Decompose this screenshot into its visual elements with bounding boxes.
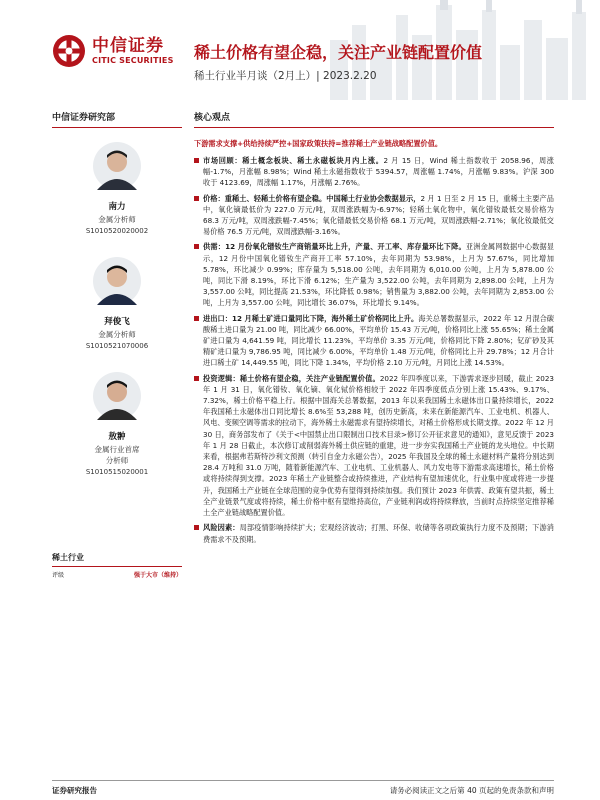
analyst-name: 敖翀	[108, 432, 126, 442]
analyst-license-id: S1010515020001	[85, 468, 149, 476]
bullet-heading: 风险因素：	[203, 523, 240, 533]
bullet-heading: 市场回顾：稀土概念板块、稀土永磁板块月内上涨。	[203, 156, 384, 165]
analyst-title: 金属分析师	[98, 330, 136, 339]
citic-securities-logo	[52, 34, 174, 68]
bullet-heading: 供需：12 月份氧化镨钕生产商销量环比上升，产量、开工率、库存量环比下降。	[203, 242, 466, 252]
logo-english-name: CITIC SECURITIES	[92, 56, 174, 65]
sector-rating-box	[52, 552, 182, 579]
analyst-title: 金属分析师	[98, 215, 136, 224]
footer-disclaimer: 请务必阅读正文之后第 40 页起的免责条款和声明	[389, 786, 554, 795]
rating-label: 评级	[52, 572, 65, 579]
sector-title: 稀土行业	[52, 552, 182, 567]
bullet-text: 亚洲金属网数据中心数据显示，12 月份中国氧化镨钕生产商开工率 57.10%，去年同期为 53.98%，上月为 57.67%，同比增加 5.78%，环比减少 0.99%；库存量为 5,518.00 公吨，去年同期为 6,010.00 公吨，上月为 5,878.00 公吨，同比下滑 8.19%，环比下滑 6.12%；生产量为 3,522.00 公吨，去年同期为 2,898.00 公吨，上月为 3,557.00 公吨，同比提高 21.53%，环比降低 0.98%；销售量为 3,882.00 公吨，去年同期为 2,853.00 公吨，上月为 3,557.00 公吨，同比增长 36.07%，环比增长 9.14%。	[203, 242, 554, 308]
bullet-text: 海关总署数据显示，2022 年 12 月混合碳酸稀土进口量为 21.00 吨，同比减少 66.00%，平均单价 15.43 万元/吨，价格同比上涨 55.65%；稀土金属矿进口量为 4,641.59 吨，同比增长 11.23%，平均单价 3.35 万元/吨，价格同比下降 2.80%；钇矿砂及其精矿进口量为 9,786.95 吨，同比减少 6.00%，平均单价 1.48 万元/吨，价格同比上升 29.78%；12 月合计进口稀土矿 14,449.55 吨，同比下降 1.34%，平均价格 2.10 万元/吨，月同比上涨 14.53%。	[203, 313, 554, 368]
import-export-bullet	[194, 313, 554, 369]
rating-value: 强于大市（维持）	[133, 572, 182, 579]
bullet-heading: 投资逻辑：稀土价格有望企稳，关注产业链配置价值。	[203, 373, 380, 383]
investment-logic-bullet	[194, 373, 554, 519]
report-title: 稀土价格有望企稳，关注产业链配置价值	[194, 43, 483, 62]
analyst-title: 金属行业首席 分析师	[94, 445, 140, 465]
supply-demand-bullet	[194, 241, 554, 308]
report-subtitle: 稀土行业半月谈（2月上）| 2023.2.20	[194, 70, 377, 82]
bullet-heading: 价格：重稀土、轻稀土价格有望企稳。中国稀土行业协会数据显示，	[203, 193, 421, 203]
analyst-name: 南力	[108, 202, 126, 212]
bullet-text: 局部疫情影响持续扩大；宏观经济波动；打黑、环保、收储等各项政策执行力度不及预期；下游消费需求不及预期。	[203, 523, 554, 544]
analyst-name: 拜俊飞	[104, 317, 130, 327]
price-bullet	[194, 193, 554, 238]
analyst-card	[52, 257, 182, 350]
bullet-text: 2022 年四季度以来，下游需求逐步回暖，截止 2023 年 1 月 31 日，氧化镨钕、氧化镝、氧化铽价格相较于 2022 年四季度低点分别上涨 15.43%、9.17%、7.32%，稀土价格平稳上行。根据中国海关总署数据，2013 年以来我国稀土永磁体出口量持续增长，2022 年我国稀土永磁体出口同比增长 8.6%至 53,288 吨，创历史新高，未来在新能源汽车、工业电机、机器人、风电、变频空调等需求的拉动下，海外稀土永磁需求有望持续增长，对稀土价格形成长期支撑。2022 年 12 月 30 日，商务部发布了《关于<中国禁止出口限制出口技术目录>修订公开征求意见的通知》，意见反馈于 2023 年 1 月 28 日截止，本次修订或削弱海外稀土供应链的重建，进一步夯实我国稀土产业链的龙头地位。中长期来看，根据弗若斯特沙利文预测（转引自金力永磁公告），2025 年我国及全球的稀土永磁材料产量将分别达到 28.4 万吨和 31.0 万吨，随着新能源汽车、工业电机、工业机器人、风力发电等下游需求高速增长，稀土价格或将持续得到支撑。2023 年稀土产业链整合或持续推进，产业结构有望加速优化，行业集中度或将进一步提升，我国稀土产业链在全球范围的竞争优势有望得到持续加强。我们预计 2023 年供需、政策有望共振，稀土全产业链景气度或将持续，稀土价格中枢有望维持高位，产业链利润或将持续释放，当前时点持续坚定推荐稀土全产业链战略配置价值。	[203, 373, 554, 518]
core-views-column	[194, 110, 554, 549]
analyst-license-id: S1010521070006	[85, 342, 149, 350]
citic-logo-icon	[52, 34, 86, 68]
left-column	[52, 110, 182, 128]
footer-report-type: 证券研究报告	[52, 786, 97, 795]
core-views-heading: 核心观点	[194, 110, 554, 128]
page-footer	[52, 780, 554, 796]
report-header	[0, 0, 600, 100]
analyst-photo-avatar	[93, 257, 141, 305]
core-views-lead: 下游需求支撑+供给持续严控+国家政策扶持=推荐稀土产业链战略配置价值。	[194, 139, 443, 148]
analyst-card	[52, 372, 182, 476]
analyst-license-id: S1010520020002	[85, 227, 149, 235]
logo-chinese-name: 中信证券	[92, 36, 164, 56]
market-review-bullet	[194, 155, 554, 189]
core-views-list	[194, 155, 554, 545]
research-dept-heading: 中信证券研究部	[52, 110, 182, 128]
analyst-card	[52, 142, 182, 235]
bullet-text: 2 月 1 日至 2 月 15 日，重稀土主要产品中，氧化镝最低价为 227.0 万元/吨，双周涨跌幅为-6.97%；轻稀土氧化物中，氧化镨钕最低交易价格为 68.3 万元/吨，双周涨跌幅-7.45%；氧化镨最低交易价格 68.1 万元/吨，双周涨跌幅-2.71%；氧化钕最低交易价格 76.5 万元/吨，双周涨跌幅-3.16%。	[203, 193, 554, 237]
bullet-heading: 进出口：12 月稀土矿进口量同比下降，海外稀土矿价格同比上升。	[203, 313, 419, 323]
analyst-photo-avatar	[93, 142, 141, 190]
analyst-photo-avatar	[93, 372, 141, 420]
risk-factors-bullet	[194, 522, 554, 544]
bullet-text: 2 月 15 日，Wind 稀土指数收于 2058.96，周涨幅-1.7%，月涨幅 8.98%；Wind 稀土永磁指数收于 5394.57，周涨幅 1.74%，月涨幅 9.83%。沪深 300 收于 4123.69，周涨幅 1.17%，月涨幅 2.76%。	[203, 156, 554, 188]
